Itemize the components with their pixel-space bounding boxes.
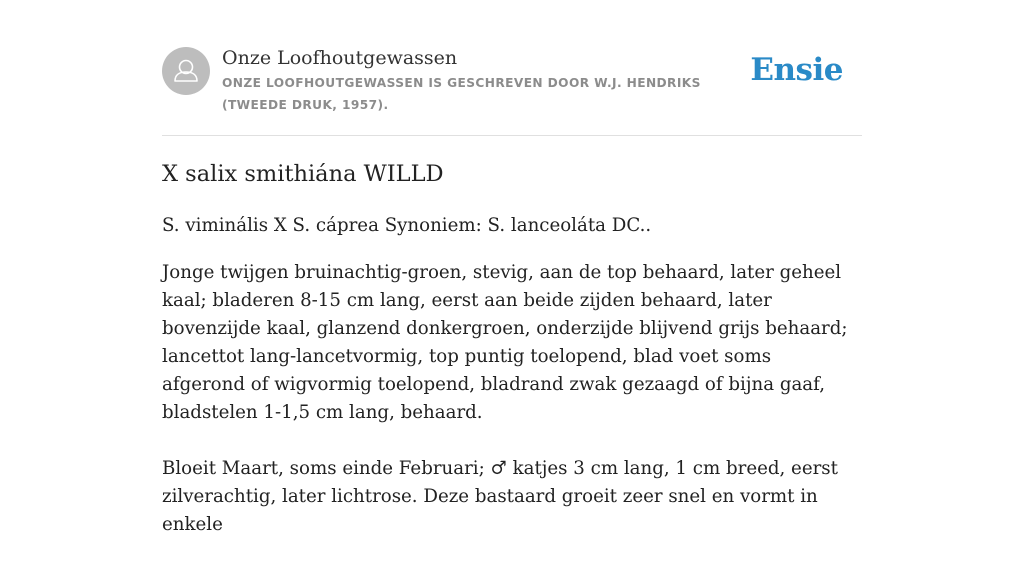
user-silhouette-icon — [162, 47, 210, 95]
entry-body — [162, 259, 852, 567]
entry-paragraph: Jonge twijgen bruinachtig-groen, stevig, aan de top behaard, later geheel kaal; bladeren 8-15 cm lang, eerst aan beide zijden behaard, later bovenzijde kaal, glanzend donkergroen, onderzijde blijvend grijs behaard; lancettot lang-lancetvormig, top puntig toelopend, blad voet soms afgerond of wigvormig toelopend, bladrand zwak gezaagd of bijna gaaf, bladstelen 1-1,5 cm lang, behaard. — [162, 262, 848, 423]
entry-title: X salix smithiána WILLD — [162, 161, 444, 187]
ensie-logo-link[interactable]: Ensie — [750, 52, 843, 88]
source-description: ONZE LOOFHOUTGEWASSEN IS GESCHREVEN DOOR W.J. HENDRIKS (TWEEDE DRUK, 1957). — [222, 76, 701, 112]
source-title-link[interactable]: Onze Loofhoutgewassen — [222, 47, 458, 69]
source-header — [162, 46, 862, 136]
entry-paragraph: Bloeit Maart, soms einde Februari; ♂ katjes 3 cm lang, 1 cm breed, eerst zilverachtig, later lichtrose. Deze bastaard groeit zeer snel en vormt in enkele — [162, 458, 838, 535]
entry-synonym-line: S. viminális X S. cáprea Synoniem: S. lanceoláta DC.. — [162, 215, 652, 236]
